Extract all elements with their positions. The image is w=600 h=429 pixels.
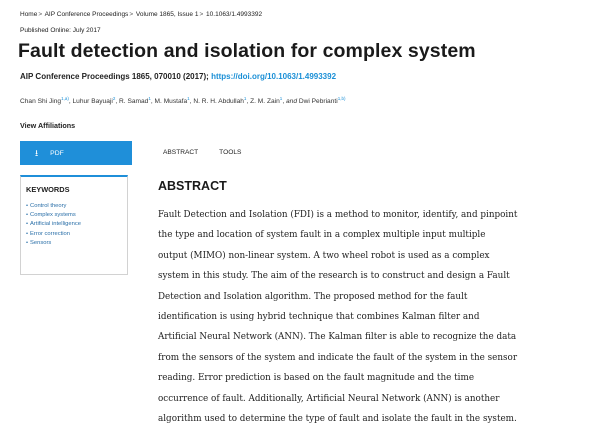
tab-tools[interactable]: TOOLS — [219, 149, 242, 156]
author-link[interactable]: Chan Shi Jing — [20, 98, 62, 106]
author-link[interactable]: Z. M. Zain — [250, 98, 280, 106]
article-tabs — [163, 149, 241, 156]
breadcrumb-separator: > — [199, 11, 204, 18]
author-link[interactable]: M. Mustafa — [154, 98, 188, 106]
keyword-item[interactable] — [26, 240, 127, 246]
author-affiliation-mark: 1 — [279, 96, 283, 101]
breadcrumb-volume[interactable]: Volume 1865, Issue 1 — [135, 11, 199, 18]
abstract-line: the type and location of system fault in a complex multiple input multiple — [158, 230, 486, 241]
abstract-line: from the sensors of the system and indicate the fault of the system in the sensor — [158, 352, 518, 363]
citation-text: AIP Conference Proceedings 1865, 070010 (2017); — [20, 72, 209, 81]
page-title: Fault detection and isolation for complex system — [18, 40, 476, 62]
keywords-panel — [20, 175, 128, 275]
pdf-download-button[interactable] — [20, 141, 132, 165]
keyword-item[interactable] — [26, 221, 127, 227]
keyword-label: Complex systems — [30, 212, 76, 219]
author-affiliation-mark: 1 — [243, 96, 247, 101]
bullet-icon: • — [26, 203, 29, 209]
bullet-icon: • — [26, 221, 29, 228]
author-list: Chan Shi Jing$^{1,a)}$, Luhur Bayuaji$^2$, R. Samad$^1$, M. Mustafa$^1$, N. R. H. Abdullah$^1$, Z. M. Zain$^1$, and Dwi Pebrianti$^{1,b)}$ — [20, 96, 346, 106]
keywords-title: KEYWORDS — [26, 185, 70, 194]
breadcrumb-separator: > — [129, 11, 134, 18]
author-link[interactable]: N. R. H. Abdullah — [193, 98, 244, 106]
and-word: and — [285, 98, 297, 106]
doi-link[interactable]: https://doi.org/10.1063/1.4993392 — [211, 72, 337, 81]
pdf-button-label: PDF — [50, 149, 64, 157]
bullet-icon: • — [26, 230, 29, 237]
abstract-heading: ABSTRACT — [158, 179, 227, 193]
keyword-label: Control theory — [30, 203, 67, 209]
abstract-line: identification is using hybrid technique that combines Kalman filter and — [158, 312, 480, 323]
author-link[interactable]: Luhur Bayuaji — [72, 98, 113, 106]
abstract-text — [158, 205, 598, 429]
breadcrumb-separator: > — [38, 11, 43, 18]
download-icon: ⭳ — [35, 147, 39, 158]
author-link[interactable]: R. Samad — [119, 98, 149, 106]
author-affiliation-mark: 1,b) — [337, 96, 346, 101]
keyword-item[interactable] — [26, 203, 127, 209]
keyword-item[interactable] — [26, 231, 127, 237]
author-affiliation-mark: 2 — [112, 96, 116, 101]
author-affiliation-mark: 1 — [187, 96, 190, 101]
breadcrumb-proceedings[interactable]: AIP Conference Proceedings — [44, 11, 129, 18]
author-link[interactable]: Dwi Pebrianti — [298, 98, 338, 106]
keyword-item[interactable] — [26, 212, 127, 218]
breadcrumb-home[interactable]: Home — [20, 11, 38, 18]
abstract-line: algorithm used to determine the type of fault and isolate the fault in the system. — [158, 414, 517, 425]
tab-abstract[interactable]: ABSTRACT — [163, 149, 199, 156]
view-affiliations-link[interactable]: View Affiliations — [20, 121, 76, 130]
journal-citation — [20, 72, 336, 81]
breadcrumb-doi: 10.1063/1.4993392 — [206, 11, 263, 18]
bullet-icon: • — [26, 212, 29, 219]
keyword-label: Error correction — [30, 230, 70, 237]
abstract-line: reading. Error prediction is based on the fault magnitude and the time — [158, 373, 475, 384]
published-date: Published Online: July 2017 — [20, 27, 101, 34]
abstract-line: system in this study. The aim of the research is to construct and design a Fault — [158, 271, 510, 282]
keyword-label: Artificial intelligence — [30, 221, 81, 228]
abstract-line: Detection and Isolation algorithm. The proposed method for the fault — [158, 291, 468, 302]
author-affiliation-mark: 1,a) — [61, 96, 69, 101]
breadcrumb — [20, 11, 262, 18]
author-affiliation-mark: 1 — [148, 96, 151, 101]
abstract-line: Artificial Neural Network (ANN). The Kalman filter is able to recognize the data — [158, 332, 517, 343]
abstract-line: occurrence of fault. Additionally, Artificial Neural Network (ANN) is another — [158, 393, 500, 404]
bullet-icon: • — [26, 239, 29, 246]
abstract-line: Fault Detection and Isolation (FDI) is a method to monitor, identify, and pinpoint — [158, 210, 518, 220]
keyword-label: Sensors — [30, 239, 52, 246]
abstract-line: output (MIMO) non-linear system. A two wheel robot is used as a complex — [158, 250, 490, 261]
